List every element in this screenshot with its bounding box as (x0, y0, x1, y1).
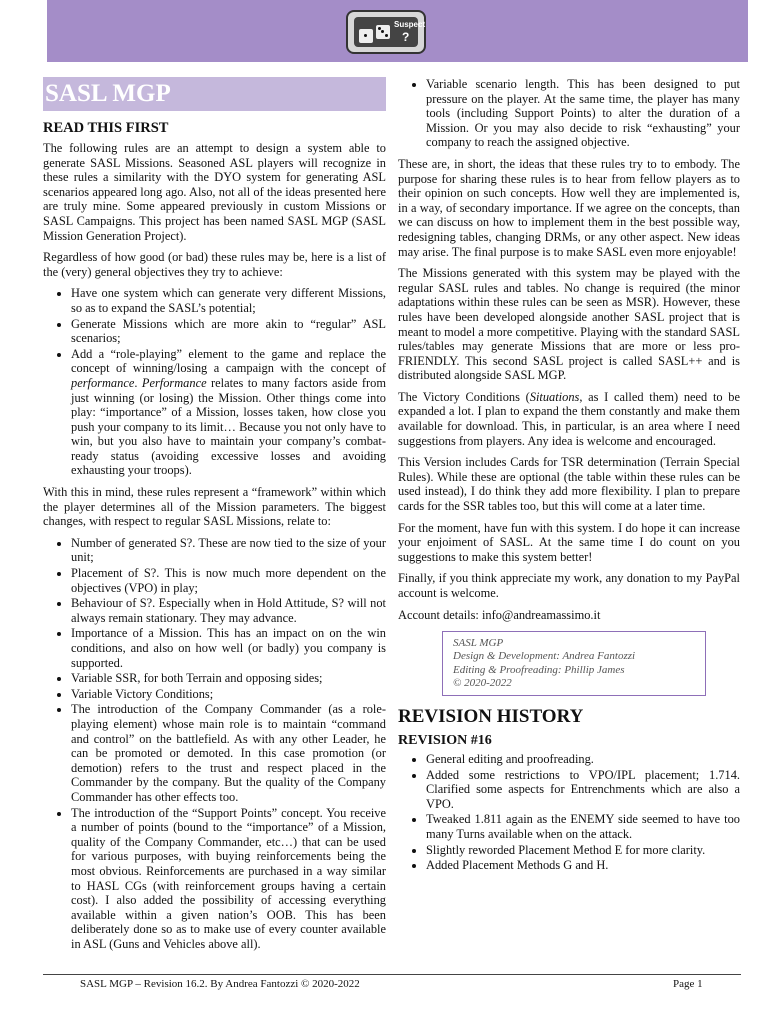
paragraph: For the moment, have fun with this system. I do hope it can increase your enjoiment of SASL. At the same time I do count on you suggestions to make this system better! (398, 520, 740, 564)
list-item: • Importance of a Mission. This has an impact on on the win conditions, and also on how well (or badly) you company is supported. (71, 626, 386, 670)
credit-line: SASL MGP (453, 637, 504, 650)
revision-list (398, 752, 740, 873)
die-icon (359, 29, 373, 43)
list-item: • Generate Missions which are more akin to “regular” ASL scenarios; (71, 317, 386, 346)
list-item: • Variable Victory Conditions; (71, 687, 386, 702)
list-item: • The introduction of the Company Commander (as a role-playing element) whose main role is to maintain “command and control” on the battlefield. As with any other Leader, he can be promoted or demoted. In this case promotion (or demotion) refers to the trust and respect placed in the Commander by the company. But the quality of the Company Commander has other effects too. (71, 702, 386, 804)
changes-list-continued (398, 77, 740, 150)
list-item: • Variable scenario length. This has been designed to put pressure on the player. At the same time, the player has many tools (including Support Points) to alter the duration of a Mission. Or you may also decide to risk “exhausting” your company to reach the assigned objective. (426, 77, 740, 150)
list-item: • Placement of S?. This is now much more dependent on the objectives (VPO) in play; (71, 566, 386, 595)
credit-line: © 2020-2022 (453, 676, 512, 689)
list-item: • Tweaked 1.811 again as the ENEMY side seemed to have too many Turns available when on the attack. (426, 812, 740, 841)
page-number: Page 1 (673, 978, 703, 990)
footer-divider (43, 974, 741, 975)
changes-intro: With this in mind, these rules represent a “framework” within which the player determines all of the Mission parameters. The biggest changes, with respect to regular SASL Missions, relate to: (43, 485, 386, 529)
list-item: • Variable SSR, for both Terrain and opposing sides; (71, 671, 386, 686)
credits-box (442, 631, 706, 696)
question-mark-icon: ? (402, 30, 410, 44)
list-item: • General editing and proofreading. (426, 752, 740, 767)
list-item: • The introduction of the “Support Points” concept. You receive a number of points (bound to the “importance” of a Mission, quality of the Company Commander, etc…) that can be used for various purposes, with buying reinforcements being the most obvious. Reinforcements are purchased in a way similar to HASL CGs (with reinforcement groups having a certain cost). I also added the possibility of accessing everything available within a given nation’s OOB. This has been deliberately done so as to make use of every counter available in ASL (Guns and Vehicles above all). (71, 806, 386, 952)
footer-text: SASL MGP – Revision 16.2. By Andrea Fantozzi © 2020-2022 (80, 978, 360, 990)
list-item: • Have one system which can generate very different Missions, so as to expand the SASL’s potential; (71, 286, 386, 315)
intro-paragraph: The following rules are an attempt to design a system able to generate SASL Missions. Seasoned ASL players will recognize in these rules a similarity with the DYO system for generating ASL scenarios appeared long ago. Also, not all of the ideas presented here are truly mine. Some appeared previously in custom Missions or SASL Campaigns. This project has been named SASL MGP (SASL Mission Generation Project). (43, 141, 386, 243)
list-item: • Add a “role-playing” element to the game and replace the concept of winning/losing a campaign with the concept of performance. Performance relates to many factors aside from just winning (or losing) the Mission. Other things come into play: “importance” of a Mission, losses taken, how close you push your company to its limit… Because you not only have to win, but you also have to maintain your company’s combat-ready status (avoiding excessive losses and avoiding exhausting your troops). (71, 347, 386, 478)
logo-label: Suspect (394, 20, 426, 29)
paragraph: The Victory Conditions (Situations, as I called them) need to be expanded a lot. I plan to expand the them constantly and make them available for download. This, in particular, is an area where I need suggestions from players. Any idea is welcome and encouraged. (398, 389, 740, 448)
objectives-list (43, 286, 386, 478)
section-heading-read-first: READ THIS FIRST (43, 120, 169, 136)
logo-panel (354, 17, 426, 47)
list-item: • Slightly reworded Placement Method E for more clarity. (426, 843, 740, 858)
changes-list (43, 536, 386, 952)
left-column (43, 77, 386, 958)
credit-line: Design & Development: Andrea Fantozzi (453, 650, 636, 663)
list-item: • Added Placement Methods G and H. (426, 858, 740, 873)
suspect-logo (346, 10, 426, 54)
list-item: • Added some restrictions to VPO/IPL placement; 1.714. Clarified some aspects for Entrenchments which are also a VPO. (426, 768, 740, 812)
title-box (43, 77, 386, 111)
paragraph: This Version includes Cards for TSR determination (Terrain Special Rules). While these are optional (the table within these rules can be used instead), I do think they add more flexibility. I plan to prepare cards for the SSR tables too, but this will come at a later time. (398, 455, 740, 514)
objectives-intro: Regardless of how good (or bad) these rules may be, here is a list of the (very) general objectives they try to achieve: (43, 250, 386, 279)
paragraph: These are, in short, the ideas that these rules try to to embody. The purpose for sharing these rules is to hear from fellow players as to their opinion on such concepts. How well they are implemented is, in a way, of secondary importance. If we agree on the concepts, than we can discuss on how to implement them in the best possible way, redesigning tables, changing DRMs, or any other aspect. New ideas may arise. The final purpose is to make SASL even more enjoyable! (398, 156, 740, 259)
page-title: SASL MGP (45, 80, 171, 107)
revision-history-heading: REVISION HISTORY (398, 706, 584, 727)
revision-number: REVISION #16 (398, 733, 492, 748)
credit-line: Editing & Proofreading: Phillip James (453, 663, 625, 676)
list-item: • Number of generated S?. These are now tied to the size of your unit; (71, 536, 386, 565)
paragraph: The Missions generated with this system may be played with the regular SASL rules and tables. No change is required (the minor adaptations within these rules can be seen as MSR). However, these rules have been developed alongside another SASL project that is meant to model a more competitive. Playing with the standard SASL rules/tables may generate Missions that are more or less pro-FRIENDLY. This second SASL project is called SASL++ and is distributed alongside SASL MGP. (398, 266, 740, 383)
right-column (398, 77, 740, 880)
paragraph: Finally, if you think appreciate my work, any donation to my PayPal account is welcome. (398, 571, 740, 600)
list-item: • Behaviour of S?. Especially when in Hold Attitude, S? will not always remain stationary. They may advance. (71, 596, 386, 625)
account-details: Account details: info@andreamassimo.it (398, 607, 601, 622)
die-icon (376, 25, 390, 39)
